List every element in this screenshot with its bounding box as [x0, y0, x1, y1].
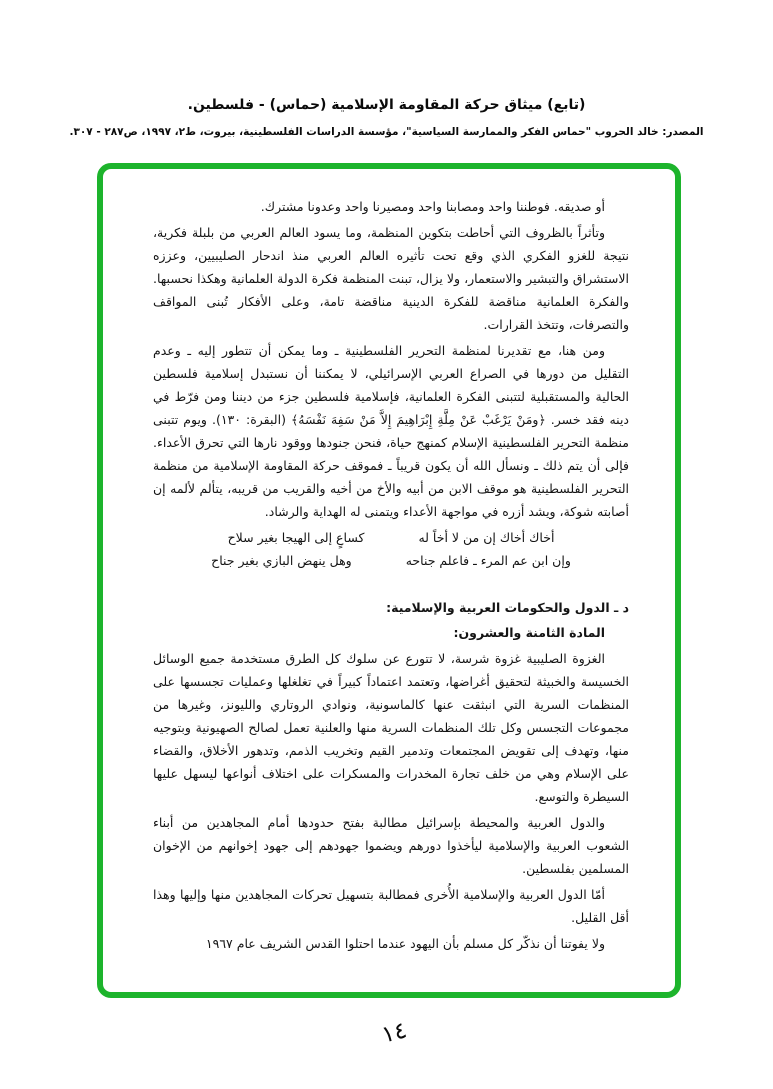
article-heading-28: المادة الثامنة والعشرون: — [453, 625, 605, 640]
paragraph-secular-state: وتأثراً بالظروف التي أحاطت بتكوين المنظمة، وما يسود العالم العربي من بلبلة فكرية، نتيجة للغزو الفكري الذي وقع تحت تأثيره العالم العربي منذ اندحار الصليبيين، وعززه الاستشراق والتبشير والاستعمار، ولا يزال، تبنت المنظمة فكرة الدولة العلمانية وهكذا نحسبها. والفكرة العلمانية مناقضة للفكرة الدينية مناقضة تامة، وعلى الأفكار تُبنى المواقف والتصرفات، وتتخذ القرارات. — [153, 225, 629, 332]
poetry-hemistich-right: أخاك أخاك إن من لا أخاً له — [418, 530, 555, 545]
paragraph-neighboring-states: والدول العربية والمحيطة بإسرائيل مطالبة بفتح حدودها أمام المجاهدين من أبناء الشعوب العربية والإسلامية ليأخذوا دورهم ويضموا جهودهم إلى جهود إخوانهم من الإخوان المسلمين بفلسطين. — [153, 815, 629, 876]
paragraph-continuation: أو صديقه. فوطننا واحد ومصابنا واحد ومصيرنا واحد وعدونا مشترك. — [260, 199, 605, 214]
document-title: (تابع) ميثاق حركة المقاومة الإسلامية (حماس) - فلسطين. — [187, 97, 586, 113]
paragraph-jerusalem-1967: ولا يفوتنا أن نذكّر كل مسلم بأن اليهود عندما احتلوا القدس الشريف عام ١٩٦٧ — [205, 936, 605, 951]
poetry-line — [153, 549, 629, 572]
poetry-hemistich-right: وإن ابن عم المرء ـ فاعلم جناحه — [405, 553, 571, 568]
section-heading-arab-islamic-states: د ـ الدول والحكومات العربية والإسلامية: — [386, 600, 629, 615]
paragraph-crusade: الغزوة الصليبية غزوة شرسة، لا تتورع عن سلوك كل الطرق مستخدمة جميع الوسائل الخسيسة والخبيثة لتحقيق أغراضها، وتعتمد اعتماداً كبيراً في تغلغلها وعمليات تجسسها على المنظمات السرية التي انبثقت عنها كالماسونية، ونوادي الروتاري والليونز، وغيرها من مجموعات التجسس وكل تلك المنظمات السرية منها والعلنية تعمل لصالح الصهيونية وبتوجيه منها، وتهدف إلى تقويض المجتمعات وتدمير القيم وتخريب الذمم، وتدهور الأخلاق، والقضاء على الإسلام وهي من خلف تجارة المخدرات والمسكرات على اختلاف أنواعها ليسهل عليها السيطرة والتوسع. — [153, 651, 629, 804]
paragraph-plo-position: ومن هنا، مع تقديرنا لمنظمة التحرير الفلسطينية ـ وما يمكن أن تتطور إليه ـ وعدم التقليل من دورها في الصراع العربي الإسرائيلي، لا يمكننا أن نستبدل إسلامية فلسطين الحالية والمستقبلية لتتبنى الفكرة العلمانية، فإسلامية فلسطين جزء من ديننا ومن فرّط في دينه فقد خسر. ﴿ومَنْ يَرْغَبْ عَنْ مِلَّةِ إِبْرَاهِيمَ إِلاَّ مَنْ سَفِهَ نَفْسَهُ﴾ (البقرة: ١٣٠). ويوم تتبنى منظمة التحرير الفلسطينية الإسلام كمنهج حياة، فنحن جنودها ووقود نارها التي تحرق الأعداء. فإلى أن يتم ذلك ـ ونسأل الله أن يكون قريباً ـ فموقف حركة المقاومة الإسلامية من منظمة التحرير الفلسطينية هو موقف الابن من أبيه والأخ من أخيه والقريب من قريبه، يتألم لألمه إن أصابته شوكة، ويشد أزره في مواجهة الأعداء ويتمنى له الهداية والرشاد. — [153, 343, 629, 519]
poetry-line — [153, 526, 629, 549]
page-number: ١٤ — [379, 1017, 410, 1049]
paragraph-other-states: أمّا الدول العربية والإسلامية الأُخرى فمطالبة بتسهيل تحركات المجاهدين منها وإليها وهذا أقل القليل. — [153, 887, 629, 925]
document-source-citation: المصدر: خالد الحروب "حماس الفكر والممارسة السياسية"، مؤسسة الدراسات الفلسطينية، بيروت، ط٢، ١٩٩٧، ص٢٨٧ - ٣٠٧. — [69, 126, 704, 138]
poetry-hemistich-left: كساعٍ إلى الهيجا بغير سلاح — [227, 530, 365, 545]
green-border-frame — [97, 163, 681, 998]
poetry-hemistich-left: وهل ينهض البازي بغير جناح — [211, 553, 352, 568]
poetry-block — [153, 526, 629, 572]
body-text-area — [103, 169, 675, 992]
